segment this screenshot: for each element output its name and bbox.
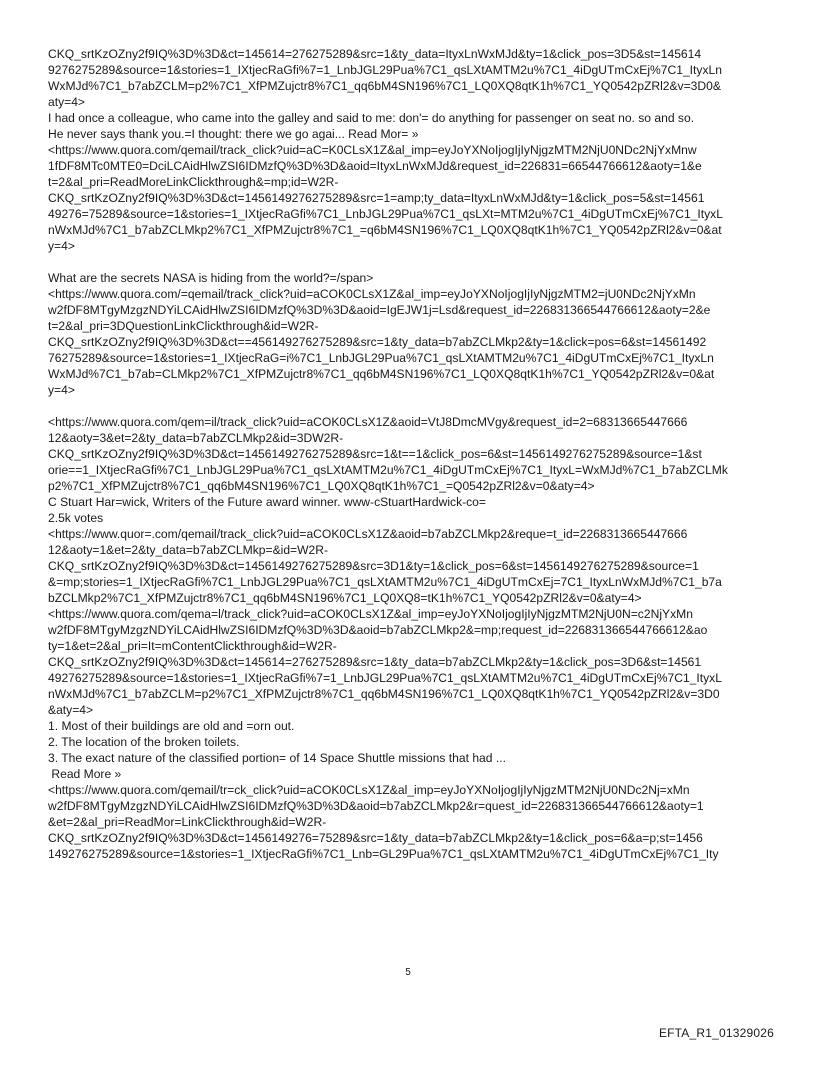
text-line: I had once a colleague, who came into the galley and said to me: don'= do anything for passenger on seat no. so and so.: [48, 111, 695, 125]
text-line: WxMJd%7C1_b7abZCLM=p2%7C1_XfPMZujctr8%7C1_qq6bM4SN196%7C1_LQ0XQ8qtK1h%7C1_YQ0542pZRl2&v=3D0&: [48, 79, 721, 93]
text-line: bZCLMkp2%7C1_XfPMZujctr8%7C1_qq6bM4SN196%7C1_LQ0XQ8=tK1h%7C1_YQ0542pZRl2&v=0&aty=4>: [48, 591, 642, 605]
text-line: CKQ_srtKzOZny2f9IQ%3D%3D&ct=1456149276275289&src=1&t==1&click_pos=6&st=1456149276275289&source=1&st: [48, 447, 702, 461]
text-line: CKQ_srtKzOZny2f9IQ%3D%3D&ct=1456149276=75289&src=1&ty_data=b7abZCLMkp2&ty=1&click_pos=6&a=p;st=1456: [48, 831, 703, 845]
text-line: <https://www.quora.com/qemail/track_click?uid=aC=K0CLsX1Z&al_imp=eyJoYXNoIjogIjIyNjgzMTM2NjU0NDc2NjYxMnw: [48, 143, 697, 157]
text-line: &=mp;stories=1_IXtjecRaGfi%7C1_LnbJGL29Pua%7C1_qsLXtAMTM2u%7C1_4iDgUTmCxEj=7C1_ItyxLnWxMJd%7C1_b7a: [48, 575, 722, 589]
text-line: <https://www.quora.com/qema=l/track_click?uid=aCOK0CLsX1Z&al_imp=eyJoYXNoIjogIjIyNjgzMTM2NjU0N=c2NjYxMn: [48, 607, 693, 621]
text-line: 149276275289&source=1&stories=1_IXtjecRaGfi%7C1_Lnb=GL29Pua%7C1_qsLXtAMTM2u%7C1_4iDgUTmCxEj%7C1_Ity: [48, 847, 719, 861]
text-line: 12&aoty=3&et=2&ty_data=b7abZCLMkp2&id=3DW2R-: [48, 431, 344, 445]
text-line: <https://www.quora.com/=qemail/track_click?uid=aCOK0CLsX1Z&al_imp=eyJoYXNoIjogIjIyNjgzMTM2=jU0NDc2NjYxMn: [48, 287, 696, 301]
text-line: 3. The exact nature of the classified portion= of 14 Space Shuttle missions that had ...: [48, 751, 506, 765]
page-number: 5: [405, 967, 411, 978]
text-line: nWxMJd%7C1_b7abZCLMkp2%7C1_XfPMZujctr8%7C1_=q6bM4SN196%7C1_LQ0XQ8qtK1h%7C1_YQ0542pZRl2&v=0&at: [48, 223, 722, 237]
text-line: 12&aoty=1&et=2&ty_data=b7abZCLMkp=&id=W2R-: [48, 543, 329, 557]
text-line: y=4>: [48, 383, 75, 397]
text-line: 2.5k votes: [48, 511, 104, 525]
text-line: w2fDF8MTgyMzgzNDYiLCAidHlwZSI6IDMzfQ%3D%3D&aoid=b7abZCLMkp2&r=quest_id=226831366544766612&aoty=1: [48, 799, 704, 813]
text-line: &et=2&al_pri=ReadMor=LinkClickthrough&id=W2R-: [48, 815, 327, 829]
text-line: <https://www.quor=.com/qemail/track_click?uid=aCOK0CLsX1Z&aoid=b7abZCLMkp2&reque=t_id=2268313665447666: [48, 527, 688, 541]
text-line: &aty=4>: [48, 703, 94, 717]
text-line: 2. The location of the broken toilets.: [48, 735, 240, 749]
text-line: 1fDF8MTc0MTE0=DciLCAidHlwZSI6IDMzfQ%3D%3D&aoid=ItyxLnWxMJd&request_id=226831=66544766612&aoty=1&e: [48, 159, 702, 173]
text-line: 76275289&source=1&stories=1_IXtjecRaG=i%7C1_LnbJGL29Pua%7C1_qsLXtAMTM2u%7C1_4iDgUTmCxEj%7C1_ItyxLn: [48, 351, 714, 365]
text-line: w2fDF8MTgyMzgzNDYiLCAidHlwZSI6IDMzfQ%3D%3D&aoid=IgEJW1j=Lsd&request_id=226831366544766612&aoty=2&e: [48, 303, 711, 317]
document-body: [48, 46, 774, 862]
text-line: <https://www.quora.com/qemail/tr=ck_click?uid=aCOK0CLsX1Z&al_imp=eyJoYXNoIjogIjIyNjgzMTM2NjU0NDc2Nj=xMn: [48, 783, 690, 797]
text-line: [48, 398, 774, 414]
text-line: orie==1_IXtjecRaGfi%7C1_LnbJGL29Pua%7C1_qsLXtAMTM2u%7C1_4iDgUTmCxEj%7C1_ItyxL=WxMJd%7C1_b7abZCLMk: [48, 463, 728, 477]
text-line: What are the secrets NASA is hiding from the world?=/span>: [48, 271, 374, 285]
text-line: nWxMJd%7C1_b7abZCLM=p2%7C1_XfPMZujctr8%7C1_qq6bM4SN196%7C1_LQ0XQ8qtK1h%7C1_YQ0542pZRl2&v=3D0: [48, 687, 720, 701]
text-line: t=2&al_pri=ReadMoreLinkClickthrough&=mp;id=W2R-: [48, 175, 339, 189]
text-line: 1. Most of their buildings are old and =orn out.: [48, 719, 295, 733]
text-line: <https://www.quora.com/qem=il/track_click?uid=aCOK0CLsX1Z&aoid=VtJ8DmcMVgy&request_id=2=68313665447666: [48, 415, 688, 429]
text-line: Read More »: [48, 767, 122, 781]
text-line: 49276=75289&source=1&stories=1_IXtjecRaGfi%7C1_LnbJGL29Pua%7C1_qsLXt=MTM2u%7C1_4iDgUTmCxEj%7C1_ItyxL: [48, 207, 723, 221]
text-line: [48, 254, 774, 270]
text-line: w2fDF8MTgyMzgzNDYiLCAidHlwZSI6IDMzfQ%3D%3D&aoid=b7abZCLMkp2&=mp;request_id=226831366544766612&ao: [48, 623, 708, 637]
text-line: He never says thank you.=I thought: there we go agai... Read Mor= »: [48, 127, 419, 141]
document-id-stamp: EFTA_R1_01329026: [658, 1026, 774, 1040]
text-line: CKQ_srtKzOZny2f9IQ%3D%3D&ct=145614=276275289&src=1&ty_data=ItyxLnWxMJd&ty=1&click_pos=3D5&st=145614: [48, 47, 702, 61]
text-line: WxMJd%7C1_b7ab=CLMkp2%7C1_XfPMZujctr8%7C1_qq6bM4SN196%7C1_LQ0XQ8qtK1h%7C1_YQ0542pZRl2&v=0&at: [48, 367, 715, 381]
text-line: p2%7C1_XfPMZujctr8%7C1_qq6bM4SN196%7C1_LQ0XQ8qtK1h%7C1_=Q0542pZRl2&v=0&aty=4>: [48, 479, 595, 493]
text-line: y=4>: [48, 239, 75, 253]
text-line: CKQ_srtKzOZny2f9IQ%3D%3D&ct=1456149276275289&src=1=amp;ty_data=ItyxLnWxMJd&ty=1&click_pos=5&st=14561: [48, 191, 705, 205]
text-line: aty=4>: [48, 95, 85, 109]
text-line: ty=1&et=2&al_pri=It=mContentClickthrough&id=W2R-: [48, 639, 337, 653]
text-line: 9276275289&source=1&stories=1_IXtjecRaGfi%7=1_LnbJGL29Pua%7C1_qsLXtAMTM2u%7C1_4iDgUTmCxEj%7C1_ItyxLn: [48, 63, 722, 77]
text-line: t=2&al_pri=3DQuestionLinkClickthrough&id=W2R-: [48, 319, 319, 333]
text-line: C Stuart Har=wick, Writers of the Future award winner. www-cStuartHardwick-co=: [48, 495, 486, 509]
text-line: CKQ_srtKzOZny2f9IQ%3D%3D&ct=145614=276275289&src=1&ty_data=b7abZCLMkp2&ty=1&click_pos=3D6&st=14561: [48, 655, 702, 669]
text-line: CKQ_srtKzOZny2f9IQ%3D%3D&ct=1456149276275289&src=3D1&ty=1&click_pos=6&st=1456149276275289&source=1: [48, 559, 699, 573]
text-line: 49276275289&source=1&stories=1_IXtjecRaGfi%7=1_LnbJGL29Pua%7C1_qsLXtAMTM2u%7C1_4iDgUTmCxEj%7C1_ItyxL: [48, 671, 722, 685]
text-line: CKQ_srtKzOZny2f9IQ%3D%3D&ct==456149276275289&src=1&ty_data=b7abZCLMkp2&ty=1&click=pos=6&st=14561492: [48, 335, 707, 349]
